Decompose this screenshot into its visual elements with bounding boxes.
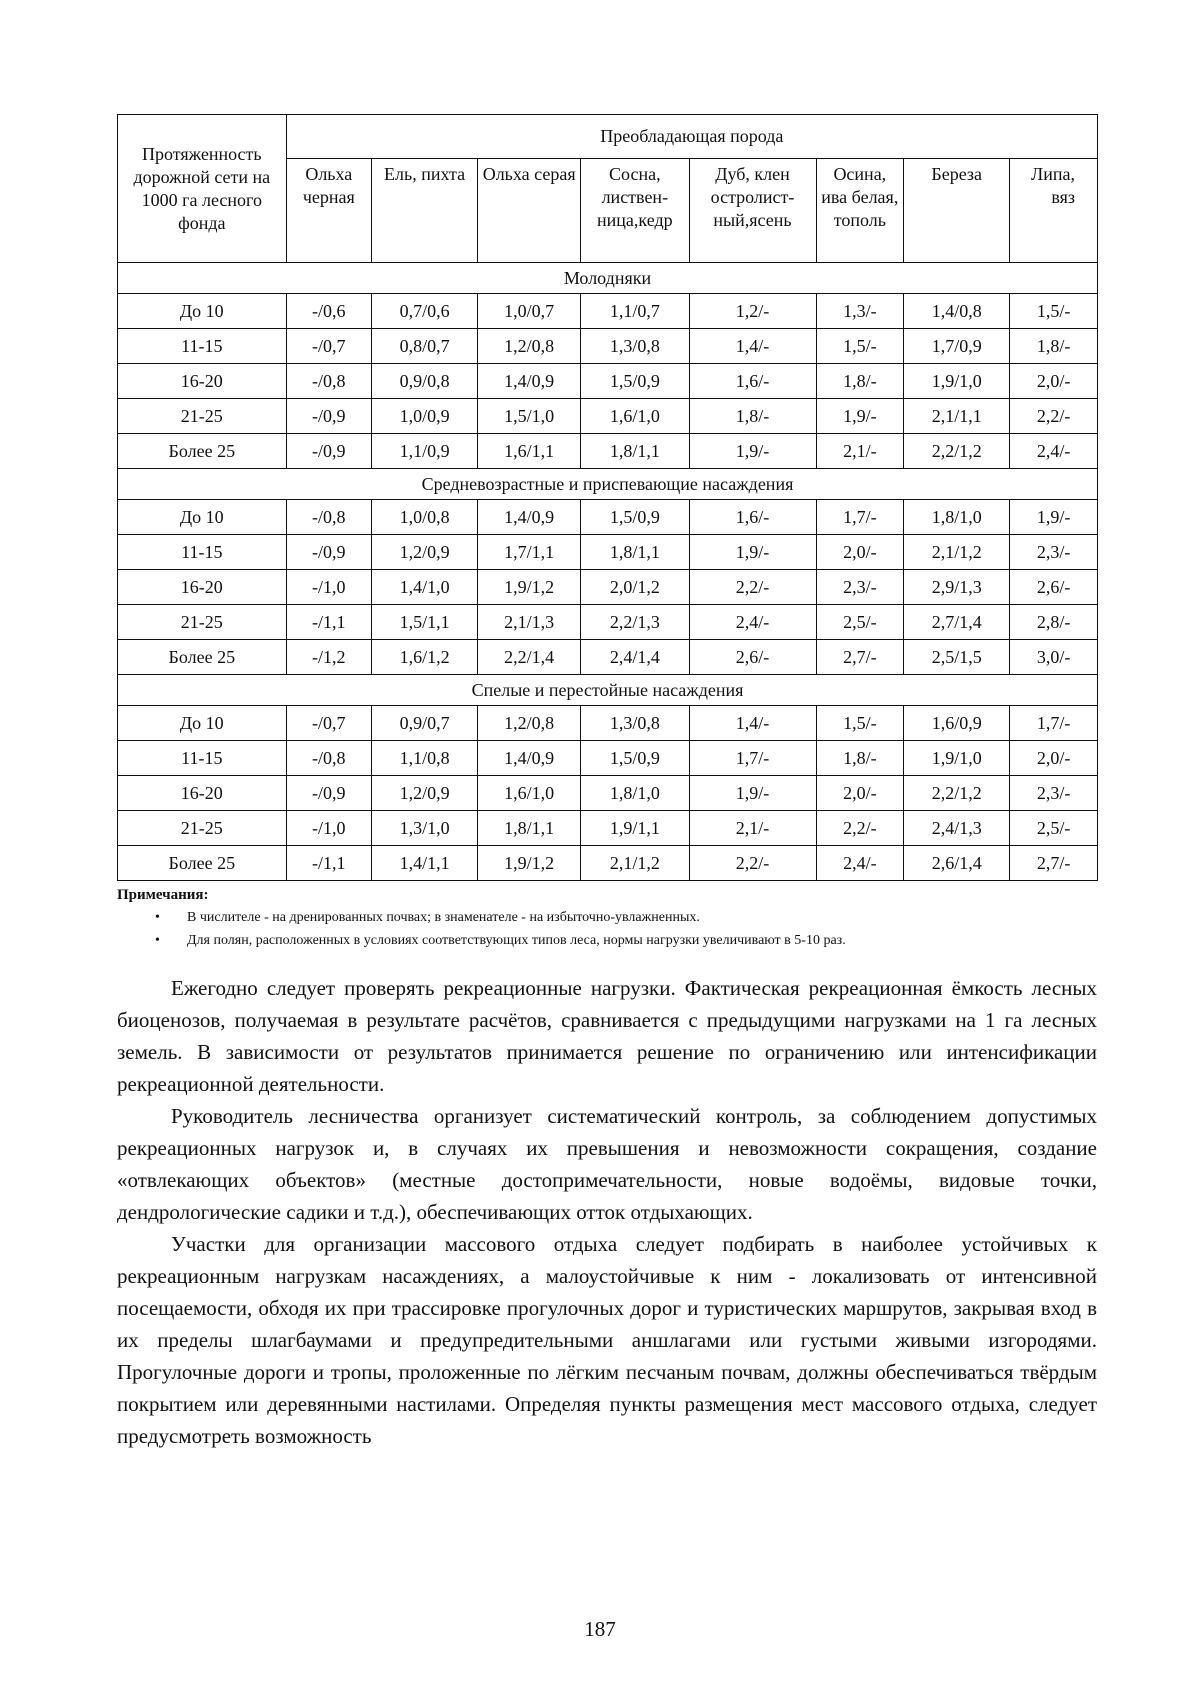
load-value-cell: 2,2/1,3 [581,605,689,640]
notes-list [117,906,1097,952]
road-length-cell: Более 25 [118,640,287,675]
notes-title: Примечания: [117,887,209,903]
load-value-cell: 1,6/1,1 [478,434,581,469]
load-value-cell: 1,4/1,0 [372,570,478,605]
load-value-cell: 1,6/- [689,500,816,535]
load-value-cell: 1,9/- [689,434,816,469]
load-value-cell: 2,1/- [816,434,904,469]
load-value-cell: 1,8/1,0 [904,500,1010,535]
load-value-cell: 1,9/1,0 [904,741,1010,776]
recreation-load-table [117,114,1098,881]
paragraph: Ежегодно следует проверять рекреационные нагрузки. Фактическая рекреационная ёмкость лесных биоценозов, получаемая в результате расчётов, сравнивается с предыдущими нагрузками на 1 га лесных земель. В зависимости от результатов принимается решение по ограничению или интенсификации рекреационной деятельности. [117,976,1097,1096]
table-header [118,115,1098,263]
load-value-cell: 1,0/0,8 [372,500,478,535]
table-row [118,741,1098,776]
load-value-cell: 2,6/- [689,640,816,675]
load-value-cell: 2,7/- [1010,846,1098,881]
road-length-cell: 16-20 [118,570,287,605]
table-row [118,294,1098,329]
load-value-cell: 1,2/0,8 [478,329,581,364]
load-value-cell: 1,5/- [816,706,904,741]
load-value-cell: 1,9/- [816,399,904,434]
load-value-cell: 1,8/- [689,399,816,434]
note-text: Для полян, расположенных в условиях соответствующих типов леса, нормы нагрузки увеличивают в 5-10 раз. [187,933,846,948]
table-row [118,434,1098,469]
load-value-cell: 1,9/1,1 [581,811,689,846]
load-value-cell: -/0,8 [286,500,371,535]
species-header-cell: Ольха черная [286,159,371,263]
load-value-cell: -/1,2 [286,640,371,675]
load-value-cell: 1,8/- [816,364,904,399]
load-value-cell: 1,8/- [816,741,904,776]
table-row [118,500,1098,535]
table-row [118,605,1098,640]
load-value-cell: 1,1/0,7 [581,294,689,329]
load-value-cell: 1,4/0,8 [904,294,1010,329]
load-value-cell: 2,1/- [689,811,816,846]
load-value-cell: 2,1/1,3 [478,605,581,640]
load-value-cell: 1,7/0,9 [904,329,1010,364]
load-value-cell: 0,8/0,7 [372,329,478,364]
species-header-cell: Осина, ива белая, тополь [816,159,904,263]
load-value-cell: 2,1/1,2 [581,846,689,881]
load-value-cell: 2,2/1,2 [904,434,1010,469]
load-value-cell: 2,4/- [689,605,816,640]
load-value-cell: 1,6/- [689,364,816,399]
load-value-cell: 1,5/0,9 [581,364,689,399]
group-title: Спелые и перестойные насаждения [118,675,1098,706]
load-value-cell: 2,1/1,1 [904,399,1010,434]
bullet-icon: • [155,910,160,925]
load-value-cell: 1,4/- [689,329,816,364]
group-header-row [118,263,1098,294]
road-length-cell: 21-25 [118,399,287,434]
load-value-cell: 2,0/- [1010,364,1098,399]
table-row [118,706,1098,741]
species-header-cell: Береза [904,159,1010,263]
page-number: 187 [584,1617,616,1641]
road-length-cell: До 10 [118,706,287,741]
load-value-cell: 2,2/- [689,846,816,881]
body-text [117,972,1097,1452]
table-row [118,329,1098,364]
load-value-cell: -/0,9 [286,776,371,811]
load-value-cell: 2,3/- [1010,535,1098,570]
notes-section [117,887,1097,952]
road-length-cell: 11-15 [118,329,287,364]
load-value-cell: -/0,6 [286,294,371,329]
load-value-cell: 2,0/1,2 [581,570,689,605]
load-value-cell: 1,5/0,9 [581,500,689,535]
load-value-cell: 1,5/0,9 [581,741,689,776]
note-text: В числителе - на дренированных почвах; в знаменателе - на избыточно-увлажненных. [187,910,700,925]
load-value-cell: 2,8/- [1010,605,1098,640]
load-value-cell: 2,1/1,2 [904,535,1010,570]
load-value-cell: 1,7/- [689,741,816,776]
load-value-cell: 2,2/- [1010,399,1098,434]
load-value-cell: 2,9/1,3 [904,570,1010,605]
species-header-cell: Ель, пихта [372,159,478,263]
road-length-cell: До 10 [118,294,287,329]
road-length-cell: До 10 [118,500,287,535]
species-header-cell: Ольха серая [478,159,581,263]
load-value-cell: 1,5/1,0 [478,399,581,434]
load-value-cell: 0,9/0,7 [372,706,478,741]
load-value-cell: 2,2/- [816,811,904,846]
load-value-cell: 1,0/0,9 [372,399,478,434]
load-value-cell: 1,2/0,8 [478,706,581,741]
group-title: Молодняки [118,263,1098,294]
load-value-cell: 1,3/0,8 [581,706,689,741]
load-value-cell: 2,0/- [816,535,904,570]
load-value-cell: 2,6/- [1010,570,1098,605]
load-value-cell: 2,4/1,3 [904,811,1010,846]
load-value-cell: 2,3/- [816,570,904,605]
page-content [117,114,1097,1452]
load-value-cell: 1,4/0,9 [478,364,581,399]
road-length-cell: Более 25 [118,434,287,469]
load-value-cell: 1,6/1,2 [372,640,478,675]
road-length-cell: 21-25 [118,811,287,846]
load-value-cell: 2,4/- [1010,434,1098,469]
load-value-cell: 1,4/1,1 [372,846,478,881]
species-header-cell: Дуб, клен остролист-ный,ясень [689,159,816,263]
table-row [118,570,1098,605]
table-row [118,776,1098,811]
bullet-icon: • [155,933,160,948]
group-header-row [118,675,1098,706]
paragraph: Руководитель лесничества организует систематический контроль, за соблюдением допустимых рекреационных нагрузок и, в случаях их превышения и невозможности сокращения, создание «отвлекающих объектов» (местные достопримечательности, новые водоёмы, видовые точки, дендрологические садики и т.д.), обеспечивающих отток отдыхающих. [117,1104,1097,1224]
load-value-cell: 1,1/0,9 [372,434,478,469]
road-length-cell: 11-15 [118,535,287,570]
load-value-cell: 1,2/0,9 [372,776,478,811]
load-value-cell: 1,8/1,0 [581,776,689,811]
load-value-cell: 1,4/0,9 [478,500,581,535]
road-length-cell: 11-15 [118,741,287,776]
group-title: Средневозрастные и приспевающие насаждения [118,469,1098,500]
load-value-cell: 1,5/1,1 [372,605,478,640]
load-value-cell: 1,3/1,0 [372,811,478,846]
load-value-cell: 1,0/0,7 [478,294,581,329]
load-value-cell: -/0,7 [286,329,371,364]
load-value-cell: 1,8/1,1 [478,811,581,846]
load-value-cell: -/1,0 [286,570,371,605]
load-value-cell: -/0,9 [286,535,371,570]
load-value-cell: 2,2/- [689,570,816,605]
group-header-row [118,469,1098,500]
load-value-cell: 1,7/- [1010,706,1098,741]
load-value-cell: -/0,9 [286,434,371,469]
species-header-cell: Липа, вяз [1010,159,1098,263]
table-row [118,640,1098,675]
load-value-cell: 2,4/- [816,846,904,881]
road-length-cell: Более 25 [118,846,287,881]
load-value-cell: 2,6/1,4 [904,846,1010,881]
table-row [118,399,1098,434]
load-value-cell: 1,4/0,9 [478,741,581,776]
load-value-cell: 1,5/- [1010,294,1098,329]
load-value-cell: 1,7/1,1 [478,535,581,570]
load-value-cell: 1,9/- [1010,500,1098,535]
species-header-cell: Сосна, листвен-ница,кедр [581,159,689,263]
load-value-cell: 1,9/1,2 [478,570,581,605]
load-value-cell: 1,2/0,9 [372,535,478,570]
load-value-cell: 2,3/- [1010,776,1098,811]
load-value-cell: 1,2/- [689,294,816,329]
load-value-cell: 1,3/- [816,294,904,329]
load-value-cell: -/1,1 [286,846,371,881]
load-value-cell: 0,9/0,8 [372,364,478,399]
load-value-cell: 1,6/1,0 [581,399,689,434]
load-value-cell: -/1,0 [286,811,371,846]
load-value-cell: 2,5/1,5 [904,640,1010,675]
load-value-cell: 2,7/- [816,640,904,675]
load-value-cell: 1,1/0,8 [372,741,478,776]
load-value-cell: 2,5/- [1010,811,1098,846]
paragraph: Участки для организации массового отдыха следует подбирать в наиболее устойчивых к рекреационным нагрузкам насаждениях, а малоустойчивые к ним - локализовать от интенсивной посещаемости, обходя их при трассировке прогулочных дорог и туристических маршрутов, закрывая вход в их пределы шлагбаумами и предупредительными аншлагами или густыми живыми изгородями. Прогулочные дороги и тропы, проложенные по лёгким песчаным почвам, должны обеспечиваться твёрдым покрытием или деревянными настилами. Определяя пункты размещения мест массового отдыха, следует предусмотреть возможность [117,1232,1097,1448]
note-item [155,906,1097,929]
load-value-cell: 2,5/- [816,605,904,640]
length-column-header: Протяженность дорожной сети на 1000 га лесного фонда [118,115,287,263]
load-value-cell: 2,4/1,4 [581,640,689,675]
load-value-cell: 1,5/- [816,329,904,364]
road-length-cell: 21-25 [118,605,287,640]
road-length-cell: 16-20 [118,776,287,811]
load-value-cell: -/0,7 [286,706,371,741]
table-body [118,263,1098,881]
table-row [118,811,1098,846]
load-value-cell: 1,6/1,0 [478,776,581,811]
load-value-cell: 1,6/0,9 [904,706,1010,741]
load-value-cell: 2,2/1,2 [904,776,1010,811]
load-value-cell: 1,7/- [816,500,904,535]
load-value-cell: 1,4/- [689,706,816,741]
load-value-cell: 1,8/- [1010,329,1098,364]
load-value-cell: -/0,9 [286,399,371,434]
table-row [118,535,1098,570]
load-value-cell: 1,9/- [689,776,816,811]
load-value-cell: -/1,1 [286,605,371,640]
load-value-cell: -/0,8 [286,741,371,776]
table-row [118,364,1098,399]
note-item [155,929,1097,952]
load-value-cell: 1,9/1,2 [478,846,581,881]
species-group-header: Преобладающая порода [286,115,1097,159]
load-value-cell: 3,0/- [1010,640,1098,675]
load-value-cell: 2,0/- [816,776,904,811]
load-value-cell: 1,3/0,8 [581,329,689,364]
load-value-cell: 1,8/1,1 [581,535,689,570]
load-value-cell: 2,0/- [1010,741,1098,776]
load-value-cell: -/0,8 [286,364,371,399]
load-value-cell: 1,8/1,1 [581,434,689,469]
road-length-cell: 16-20 [118,364,287,399]
table-row [118,846,1098,881]
load-value-cell: 0,7/0,6 [372,294,478,329]
load-value-cell: 1,9/- [689,535,816,570]
load-value-cell: 2,2/1,4 [478,640,581,675]
load-value-cell: 2,7/1,4 [904,605,1010,640]
load-value-cell: 1,9/1,0 [904,364,1010,399]
